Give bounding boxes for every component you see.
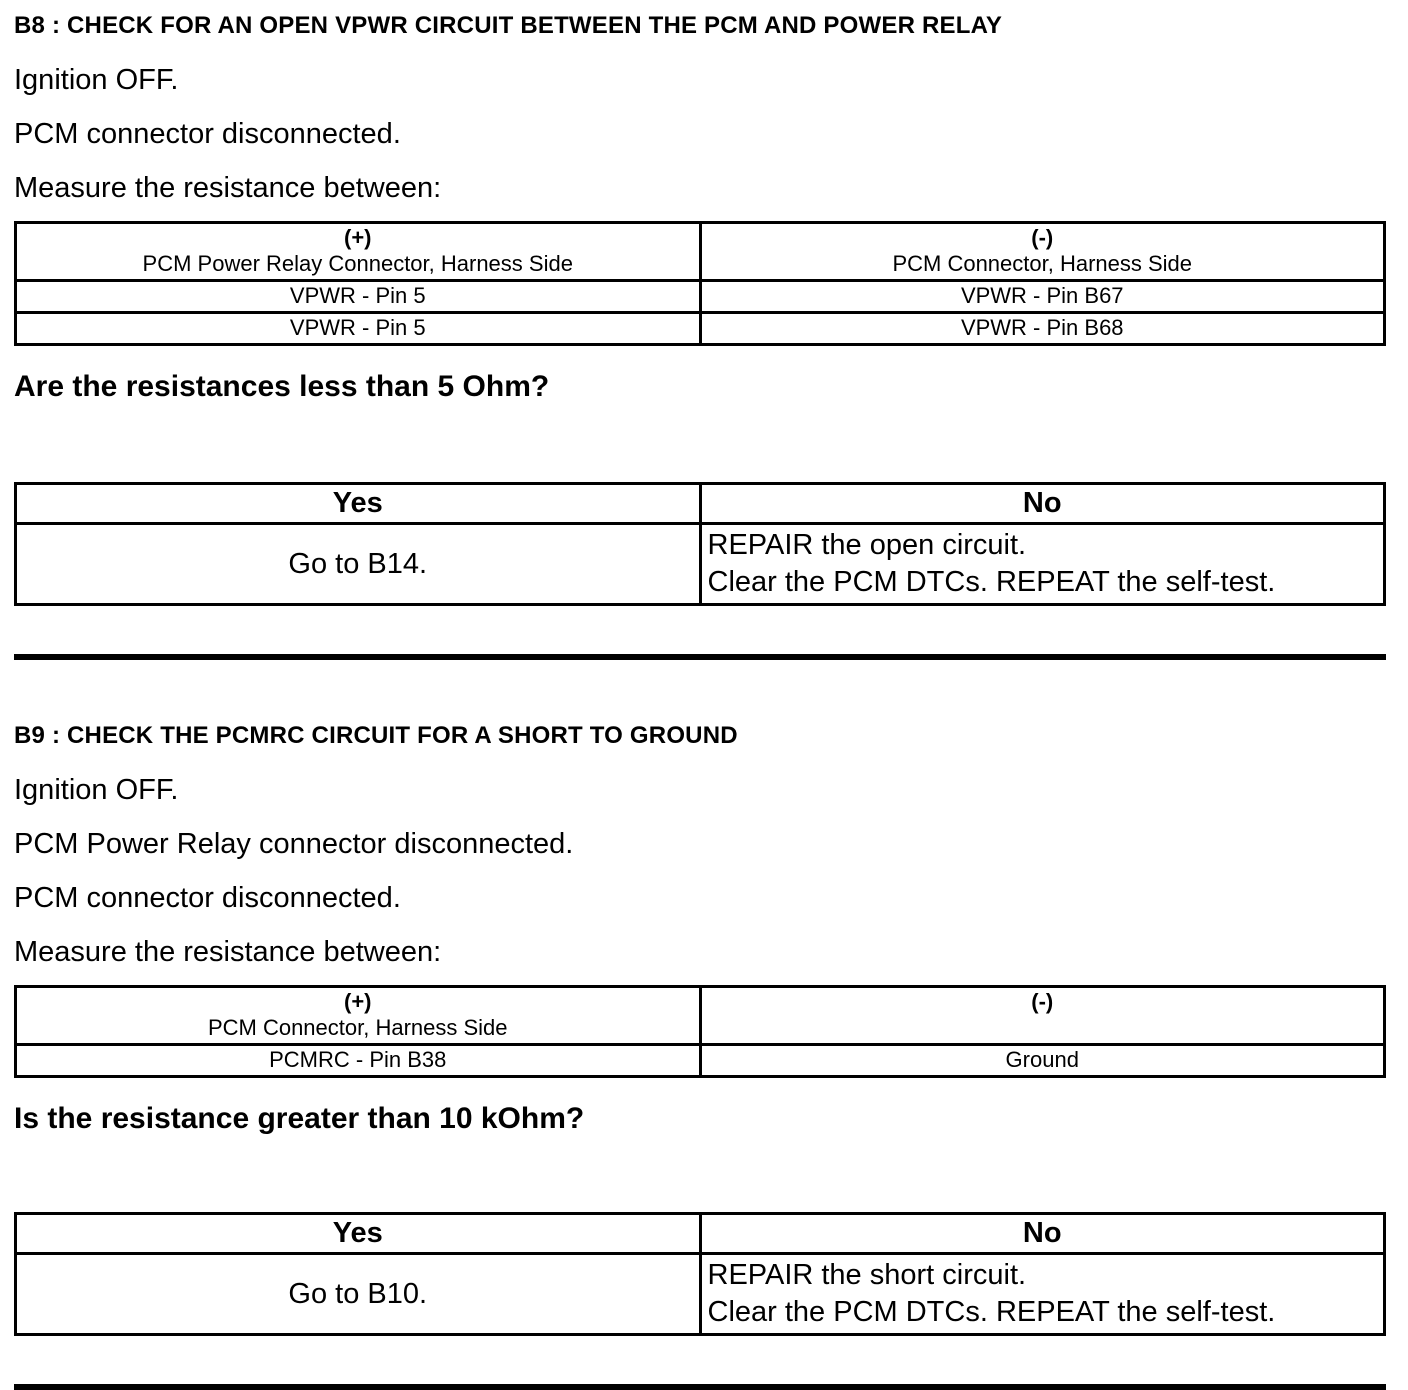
b9-decision-table [14, 1212, 1386, 1336]
decision-header-row [16, 1214, 1385, 1254]
no-action-line: Clear the PCM DTCs. REPEAT the self-test. [707, 1296, 1276, 1329]
table-row [16, 281, 1385, 313]
table-row [16, 1045, 1385, 1077]
step-measure-resistance: Measure the resistance between: [14, 936, 442, 969]
b9-measurement-table [14, 985, 1386, 1078]
step-relay-disconnected: PCM Power Relay connector disconnected. [14, 828, 574, 861]
no-action-line: Clear the PCM DTCs. REPEAT the self-test. [707, 566, 1276, 599]
table-row [16, 313, 1385, 345]
section-b9 [14, 722, 1386, 1336]
section-b8 [14, 12, 1386, 606]
page-bottom-divider [14, 1384, 1386, 1390]
b8-question: Are the resistances less than 5 Ohm? [14, 370, 550, 403]
yes-header-cell: Yes [16, 1214, 701, 1254]
section-divider [14, 654, 1386, 660]
step-measure-resistance: Measure the resistance between: [14, 172, 442, 204]
no-action-line: REPAIR the open circuit. [707, 529, 1027, 561]
step-ignition-off: Ignition OFF. [14, 774, 179, 807]
table-header-row [16, 223, 1385, 281]
yes-action-cell: Go to B14. [16, 524, 701, 605]
no-action-cell [700, 524, 1385, 605]
measurement-cell: VPWR - Pin B68 [700, 313, 1385, 345]
plus-header-cell [16, 987, 701, 1045]
measurement-cell: VPWR - Pin 5 [16, 313, 701, 345]
measurement-cell: Ground [700, 1045, 1385, 1077]
decision-body-row [16, 1254, 1385, 1335]
yes-action-cell: Go to B10. [16, 1254, 701, 1335]
measurement-cell: VPWR - Pin 5 [16, 281, 701, 313]
section-b9-title: B9 : CHECK THE PCMRC CIRCUIT FOR A SHORT TO GROUND [14, 722, 738, 750]
no-header-cell: No [700, 484, 1385, 524]
decision-body-row [16, 524, 1385, 605]
minus-header-cell [700, 987, 1385, 1045]
no-header-cell: No [700, 1214, 1385, 1254]
decision-header-row [16, 484, 1385, 524]
minus-symbol: (-) [1031, 225, 1054, 250]
minus-symbol: (-) [1031, 989, 1054, 1015]
plus-header-cell [16, 223, 701, 281]
plus-sub-label: PCM Power Relay Connector, Harness Side [142, 251, 573, 276]
step-pcm-disconnected: PCM connector disconnected. [14, 118, 401, 150]
section-b8-title: B8 : CHECK FOR AN OPEN VPWR CIRCUIT BETWEEN THE PCM AND POWER RELAY [14, 12, 1003, 39]
measurement-cell: PCMRC - Pin B38 [16, 1045, 701, 1077]
minus-sub-label: PCM Connector, Harness Side [892, 251, 1193, 276]
step-ignition-off: Ignition OFF. [14, 64, 179, 96]
no-action-line: REPAIR the short circuit. [707, 1259, 1027, 1292]
b8-measurement-table [14, 221, 1386, 346]
b9-question: Is the resistance greater than 10 kOhm? [14, 1102, 585, 1136]
minus-header-cell [700, 223, 1385, 281]
step-pcm-disconnected: PCM connector disconnected. [14, 882, 401, 915]
plus-sub-label: PCM Connector, Harness Side [207, 1015, 508, 1041]
no-action-cell [700, 1254, 1385, 1335]
plus-symbol: (+) [344, 989, 372, 1015]
yes-header-cell: Yes [16, 484, 701, 524]
measurement-cell: VPWR - Pin B67 [700, 281, 1385, 313]
plus-symbol: (+) [344, 225, 372, 250]
table-header-row [16, 987, 1385, 1045]
b8-decision-table [14, 482, 1386, 606]
